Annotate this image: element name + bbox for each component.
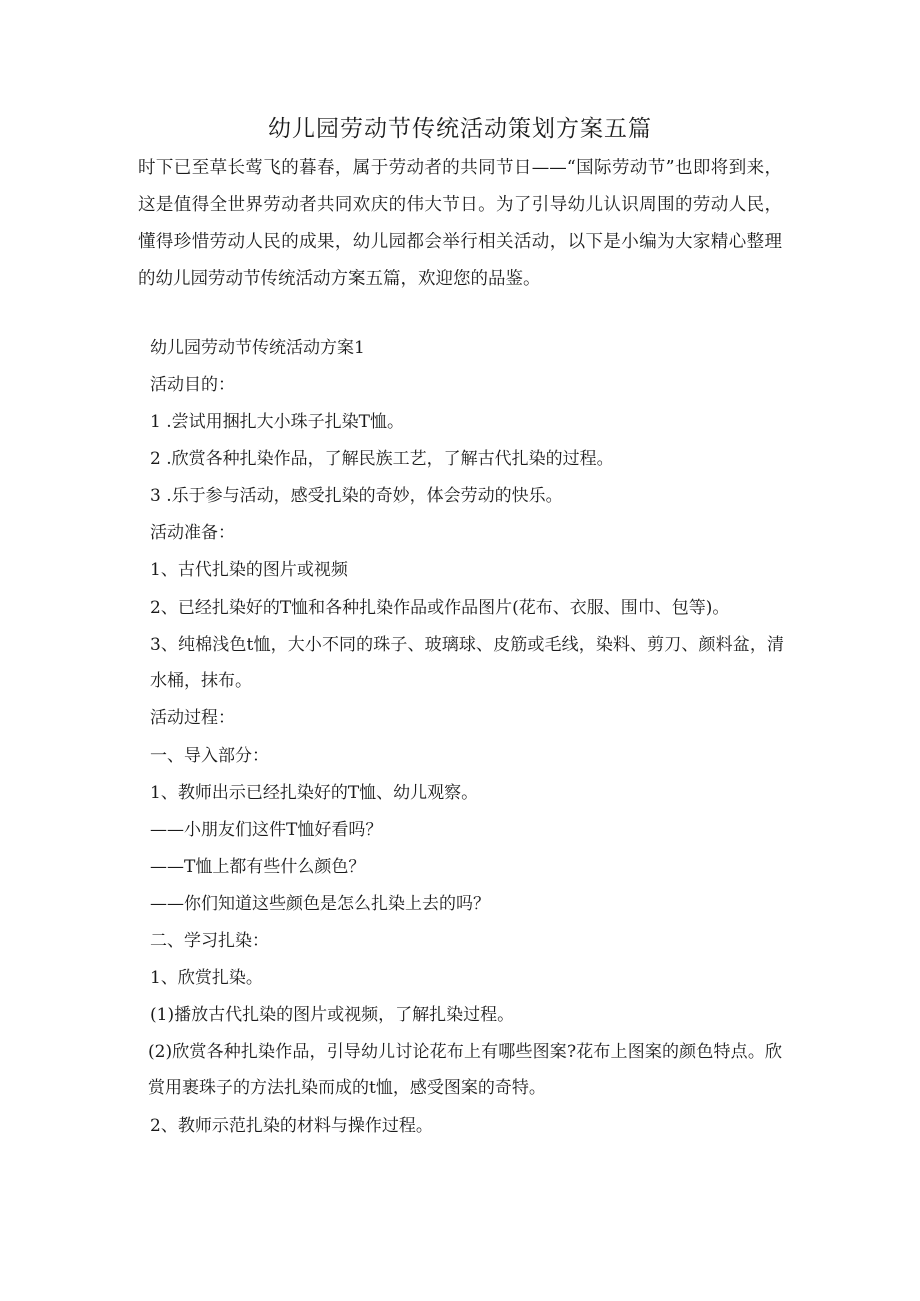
part1-item: ——小朋友们这件T恤好看吗？ — [150, 820, 383, 840]
intro-paragraph: 时下已至草长莺飞的暮春，属于劳动者的共同节日——“国际劳动节”也即将到来，这是值得全世界劳动者共同欢庆的伟大节日。为了引导幼儿认识周围的劳动人民，懂得珍惜劳动人民的成果，幼儿园都会举行相关活动，以下是小编为大家精心整理的幼儿园劳动节传统活动方案五篇，欢迎您的品鉴。 — [138, 158, 782, 289]
part2-item: 1、欣赏扎染。 — [150, 968, 263, 988]
part2-item: (2)欣赏各种扎染作品，引导幼儿讨论花布上有哪些图案?花布上图案的颜色特点。欣赏用裹珠子的方法扎染而成的t恤，感受图案的奇特。 — [148, 1042, 782, 1098]
goals-label: 活动目的： — [150, 375, 235, 395]
prep-label: 活动准备： — [150, 523, 235, 543]
part1-item: 1、教师出示已经扎染好的T恤、幼儿观察。 — [150, 783, 479, 803]
goal-item: 3 .乐于参与活动，感受扎染的奇妙，体会劳动的快乐。 — [150, 486, 563, 506]
prep-item: 2、已经扎染好的T恤和各种扎染作品或作品图片(花布、衣服、围巾、包等)。 — [150, 598, 730, 618]
goal-item: 2 .欣赏各种扎染作品，了解民族工艺，了解古代扎染的过程。 — [150, 449, 614, 469]
prep-item: 3、纯棉浅色t恤，大小不同的珠子、玻璃球、皮筋或毛线，染料、剪刀、颜料盆，清水桶，抹布。 — [150, 635, 784, 691]
part2-item: 2、教师示范扎染的材料与操作过程。 — [150, 1116, 433, 1136]
part2-item: (1)播放古代扎染的图片或视频，了解扎染过程。 — [150, 1005, 515, 1025]
process-label: 活动过程： — [150, 708, 235, 728]
part1-label: 一、导入部分： — [150, 746, 269, 766]
document-title: 幼儿园劳动节传统活动策划方案五篇 — [268, 116, 652, 142]
goal-item: 1 .尝试用捆扎大小珠子扎染T恤。 — [150, 412, 404, 432]
part1-item: ——你们知道这些颜色是怎么扎染上去的吗？ — [150, 894, 490, 914]
part2-label: 二、学习扎染： — [150, 931, 269, 951]
plan-heading: 幼儿园劳动节传统活动方案1 — [150, 338, 365, 358]
part1-item: ——T恤上都有些什么颜色？ — [150, 857, 366, 877]
prep-item: 1、古代扎染的图片或视频 — [150, 560, 348, 580]
